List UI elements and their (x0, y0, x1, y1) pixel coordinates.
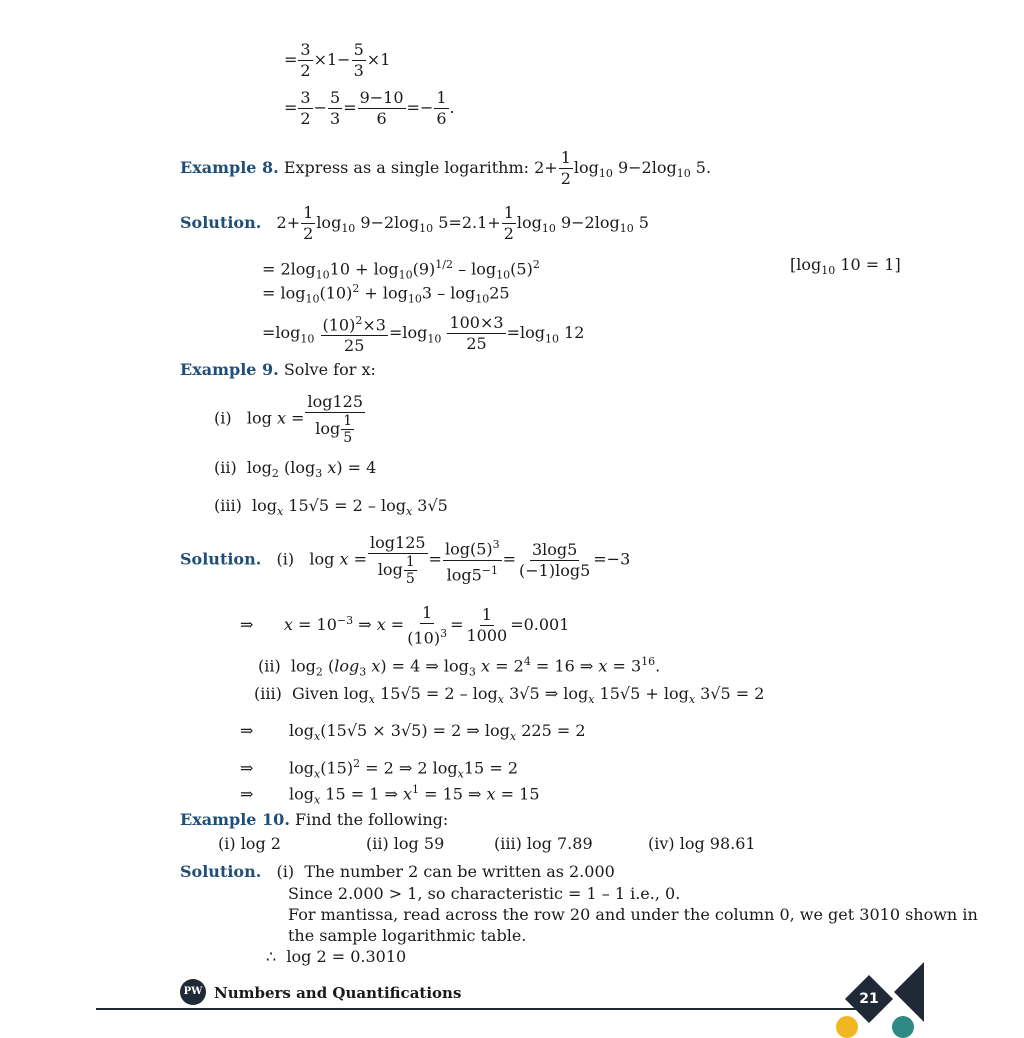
footer-divider (96, 1008, 856, 1010)
solution-9-line-2: ⇒ $x = 10^{-3}$ ⇒ x = $\frac{1}{(10)^3}$ = $\frac{1}{1000}$ =0.001 (240, 603, 570, 648)
solution-label: Solution. (180, 213, 262, 232)
solution-10-text-1: The number 2 can be written as 2.000 (304, 862, 615, 881)
yellow-dot-decoration (836, 1016, 858, 1038)
example-9 (180, 360, 376, 380)
solution-8-note: [$\log_{10}$ 10 = 1] (790, 255, 901, 278)
example-10-label: Example 10. (180, 810, 290, 829)
example-8: Example 8. Express as a single logarithm: 2+ $\frac{1}{2}$ $\log_{10} 9-2\log_{10}$ 5. (180, 148, 712, 188)
solution-9-line-1: Solution. (i) log x = log125 log $\frac{1}{5}$ = $\frac{\log(5)^3}{\log 5^{-1}}$ = $\frac{3\log 5}{(-1)\log 5}$ =−3 (180, 533, 631, 587)
example-10-text: Find the following: (294, 810, 449, 829)
footer-title: Numbers and Quantifications (214, 984, 462, 1002)
example-9-part-i: (i) log x = log125 log $\frac{1}{5}$ (214, 392, 363, 446)
solution-8-line-2: = $2\log_{10}10 + \log_{10}(9)^{1/2} - \log_{10}(5)^2$ (262, 258, 540, 282)
solution-10-line-3: For mantissa, read across the row 20 and under the column 0, we get 3010 shown in (288, 905, 978, 924)
solution-9-line-3: (ii) $\log_2 (\log_3$ x) = 4 ⇒ $\log_3 x = 2^4 = 16$ ⇒ $x = 3^{16}$. (258, 655, 661, 679)
teal-dot-decoration (892, 1016, 914, 1038)
example-9-part-ii: (ii) $\log_2 (\log_3$ x) = 4 (214, 458, 377, 481)
solution-9-line-5: ⇒ $\log_x(15√5 \times 3√5) = 2$ ⇒ $\log_x 225 = 2$ (240, 721, 586, 744)
example-10 (180, 810, 448, 830)
page-number: 21 (859, 991, 879, 1007)
math-line-2: = $\frac{3}{2}$ − $\frac{5}{3}$ = $\frac{9-10}{6}$ =− $\frac{1}{6}$ . (284, 88, 455, 128)
solution-8-line-4: $=\log_{10}$ $\frac{(10)^2\times 3}{25}$ $=\log_{10}$ $\frac{100\times 3}{25}$ $=\log_{10}$ 12 (262, 311, 584, 356)
math-line-1: = $\frac{3}{2}$ ×1− $\frac{5}{3}$ ×1 (284, 40, 391, 80)
corner-triangle-decoration (894, 962, 924, 1022)
solution-10-line-1: Solution. (i) The number 2 can be written as 2.000 (180, 862, 615, 881)
solution-9-line-6: ⇒ $\log_x(15)^2 = 2$ ⇒ 2 $\log_x15 = 2$ (240, 757, 518, 781)
solution-10-line-4: the sample logarithmic table. (288, 926, 527, 945)
solution-8-line-3: = $\log_{10}(10)^2 + \log_{10}3 - \log_{10}25$ (262, 282, 510, 306)
solution-10-line-2: Since 2.000 > 1, so characteristic = 1 – 1 i.e., 0. (288, 884, 681, 903)
solution-9-line-4: (iii) Given $\log_x 15√5 = 2 - \log_x 3√5$ ⇒ $\log_x 15√5 + \log_x 3√5 = 2$ (254, 684, 765, 707)
example-8-label: Example 8. (180, 158, 279, 177)
solution-label: Solution. (180, 862, 262, 881)
pw-logo: PW (180, 979, 206, 1005)
example-10-part-i: (i) log 2 (218, 834, 281, 853)
example-10-part-iii: (iii) log 7.89 (494, 834, 593, 853)
solution-10-line-5: ∴ log 2 = 0.3010 (266, 947, 407, 966)
example-8-text: Express as a single logarithm: (283, 158, 530, 177)
solution-label: Solution. (180, 549, 262, 569)
solution-9-line-7: ⇒ $\log_x 15 = 1$ ⇒ $x^1 = 15$ ⇒ x = 15 (240, 783, 540, 807)
example-9-part-iii: (iii) $\log_x 15√5 = 2 - \log_x 3√5$ (214, 496, 448, 519)
solution-8-line-1: Solution. 2+ $\frac{1}{2}$ $\log_{10} 9-2\log_{10}$ 5=2.1+ $\frac{1}{2}$ $\log_{10} 9-2\log_{10}$ 5 (180, 203, 649, 243)
example-9-label: Example 9. (180, 360, 279, 379)
example-10-part-ii: (ii) log 59 (366, 834, 445, 853)
example-10-part-iv: (iv) log 98.61 (648, 834, 756, 853)
example-9-text: Solve for x: (283, 360, 376, 379)
solution-10-result: log 2 = 0.3010 (286, 947, 407, 966)
